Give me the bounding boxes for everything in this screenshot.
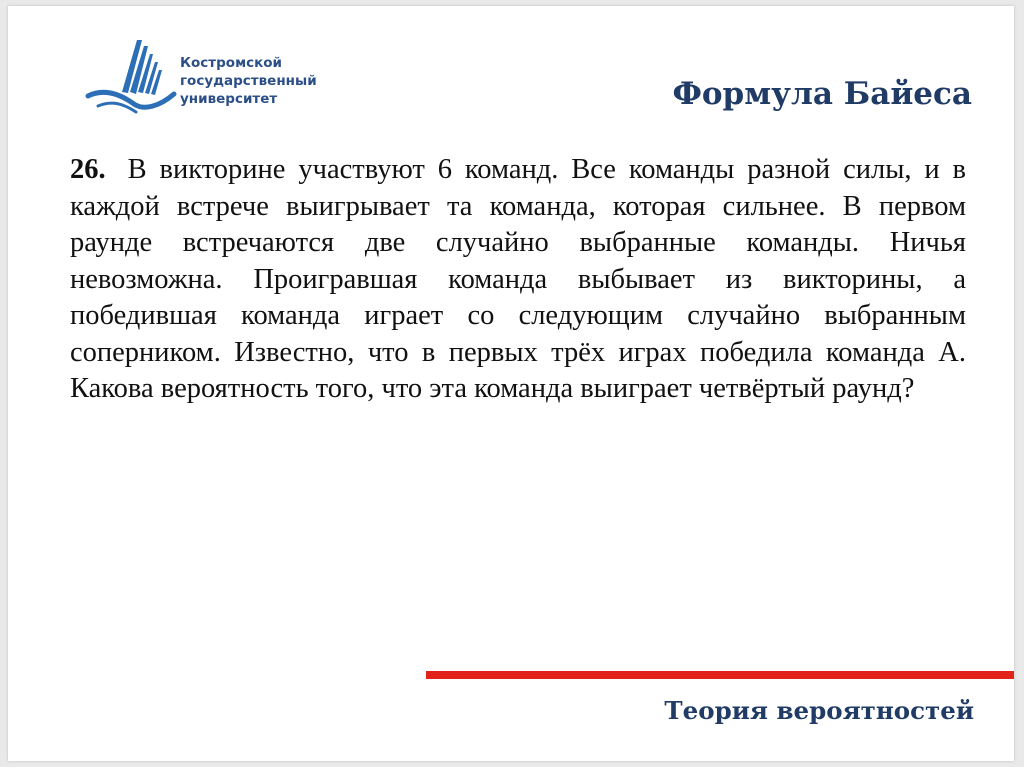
slide-title: Формула Байеса — [672, 76, 972, 112]
problem-text: В викторине участвуют 6 команд. Все команды разной силы, и в каждой встрече выигрывает та команда, которая сильнее. В первом раунде встречаются две случайно выбранные команды. Ничья невозможна. Проигравшая команда выбывает из викторины, а победившая команда играет со следующим случайно выбранным соперником. Известно, что в первых трёх играх победила команда А. Какова вероятность того, что эта команда выиграет четвёртый раунд? — [70, 154, 966, 404]
university-emblem-icon — [82, 32, 182, 122]
problem-number: 26. — [70, 154, 106, 185]
university-name-line-1: Костромской — [180, 55, 283, 71]
problem-statement — [70, 152, 966, 408]
university-name — [180, 54, 317, 108]
accent-divider — [426, 671, 1014, 679]
slide — [8, 6, 1014, 761]
university-name-line-2: государственный — [180, 73, 317, 89]
university-logo — [82, 32, 362, 122]
university-name-line-3: университет — [180, 91, 278, 107]
course-footer: Теория вероятностей — [664, 696, 974, 725]
